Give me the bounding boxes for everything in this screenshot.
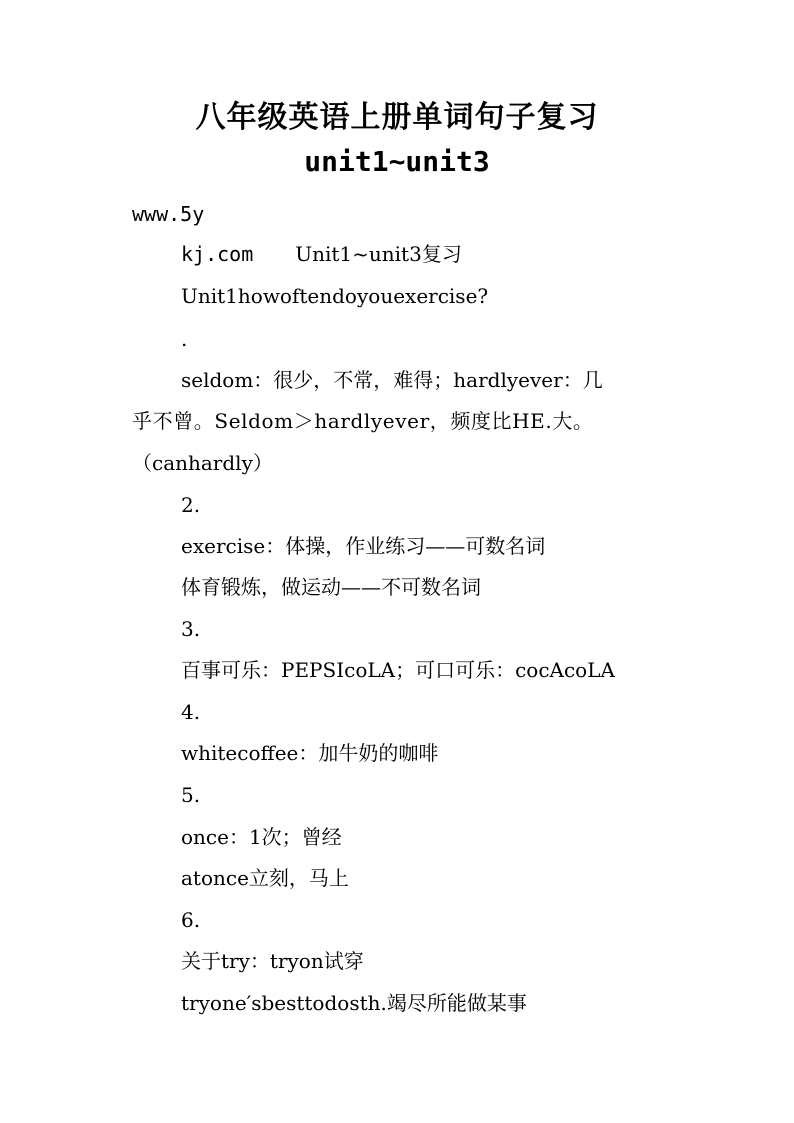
paragraph-line: seldom：很少，不常，难得；hardlyever：几 [181, 368, 603, 392]
item-number: 5. [181, 783, 201, 807]
paragraph-line: atonce立刻，马上 [181, 866, 349, 890]
item-number: 6. [181, 908, 201, 932]
section-heading: Unit1~unit3复习 [295, 242, 462, 266]
item-number: . [181, 327, 188, 351]
paragraph-line: 体育锻炼，做运动——不可数名词 [181, 575, 481, 599]
document-subtitle: unit1~unit3 [304, 145, 490, 178]
paragraph-line: tryone′sbesttodosth.竭尽所能做某事 [181, 991, 527, 1015]
paragraph-line: （canhardly） [132, 451, 273, 475]
item-number: 3. [181, 617, 201, 641]
paragraph-line: once：1次；曾经 [181, 825, 342, 849]
header-url-prefix: www.5y [132, 202, 205, 226]
header-url-domain: kj.com [181, 242, 254, 266]
paragraph-line: 乎不曾。Seldom＞hardlyever，频度比HE.大。 [132, 409, 594, 433]
paragraph-line: exercise：体操，作业练习——可数名词 [181, 534, 546, 558]
document-title: 八年级英语上册单词句子复习 [195, 100, 599, 135]
item-number: 4. [181, 700, 201, 724]
paragraph-line: 关于try：tryon试穿 [181, 949, 364, 973]
paragraph-line: 百事可乐：PEPSIcoLA；可口可乐：cocAcoLA [181, 658, 615, 682]
item-number: 2. [181, 493, 201, 517]
header-line [181, 240, 462, 268]
paragraph-line: whitecoffee：加牛奶的咖啡 [181, 741, 439, 765]
unit-question: Unit1howoftendoyouexercise? [181, 284, 489, 308]
